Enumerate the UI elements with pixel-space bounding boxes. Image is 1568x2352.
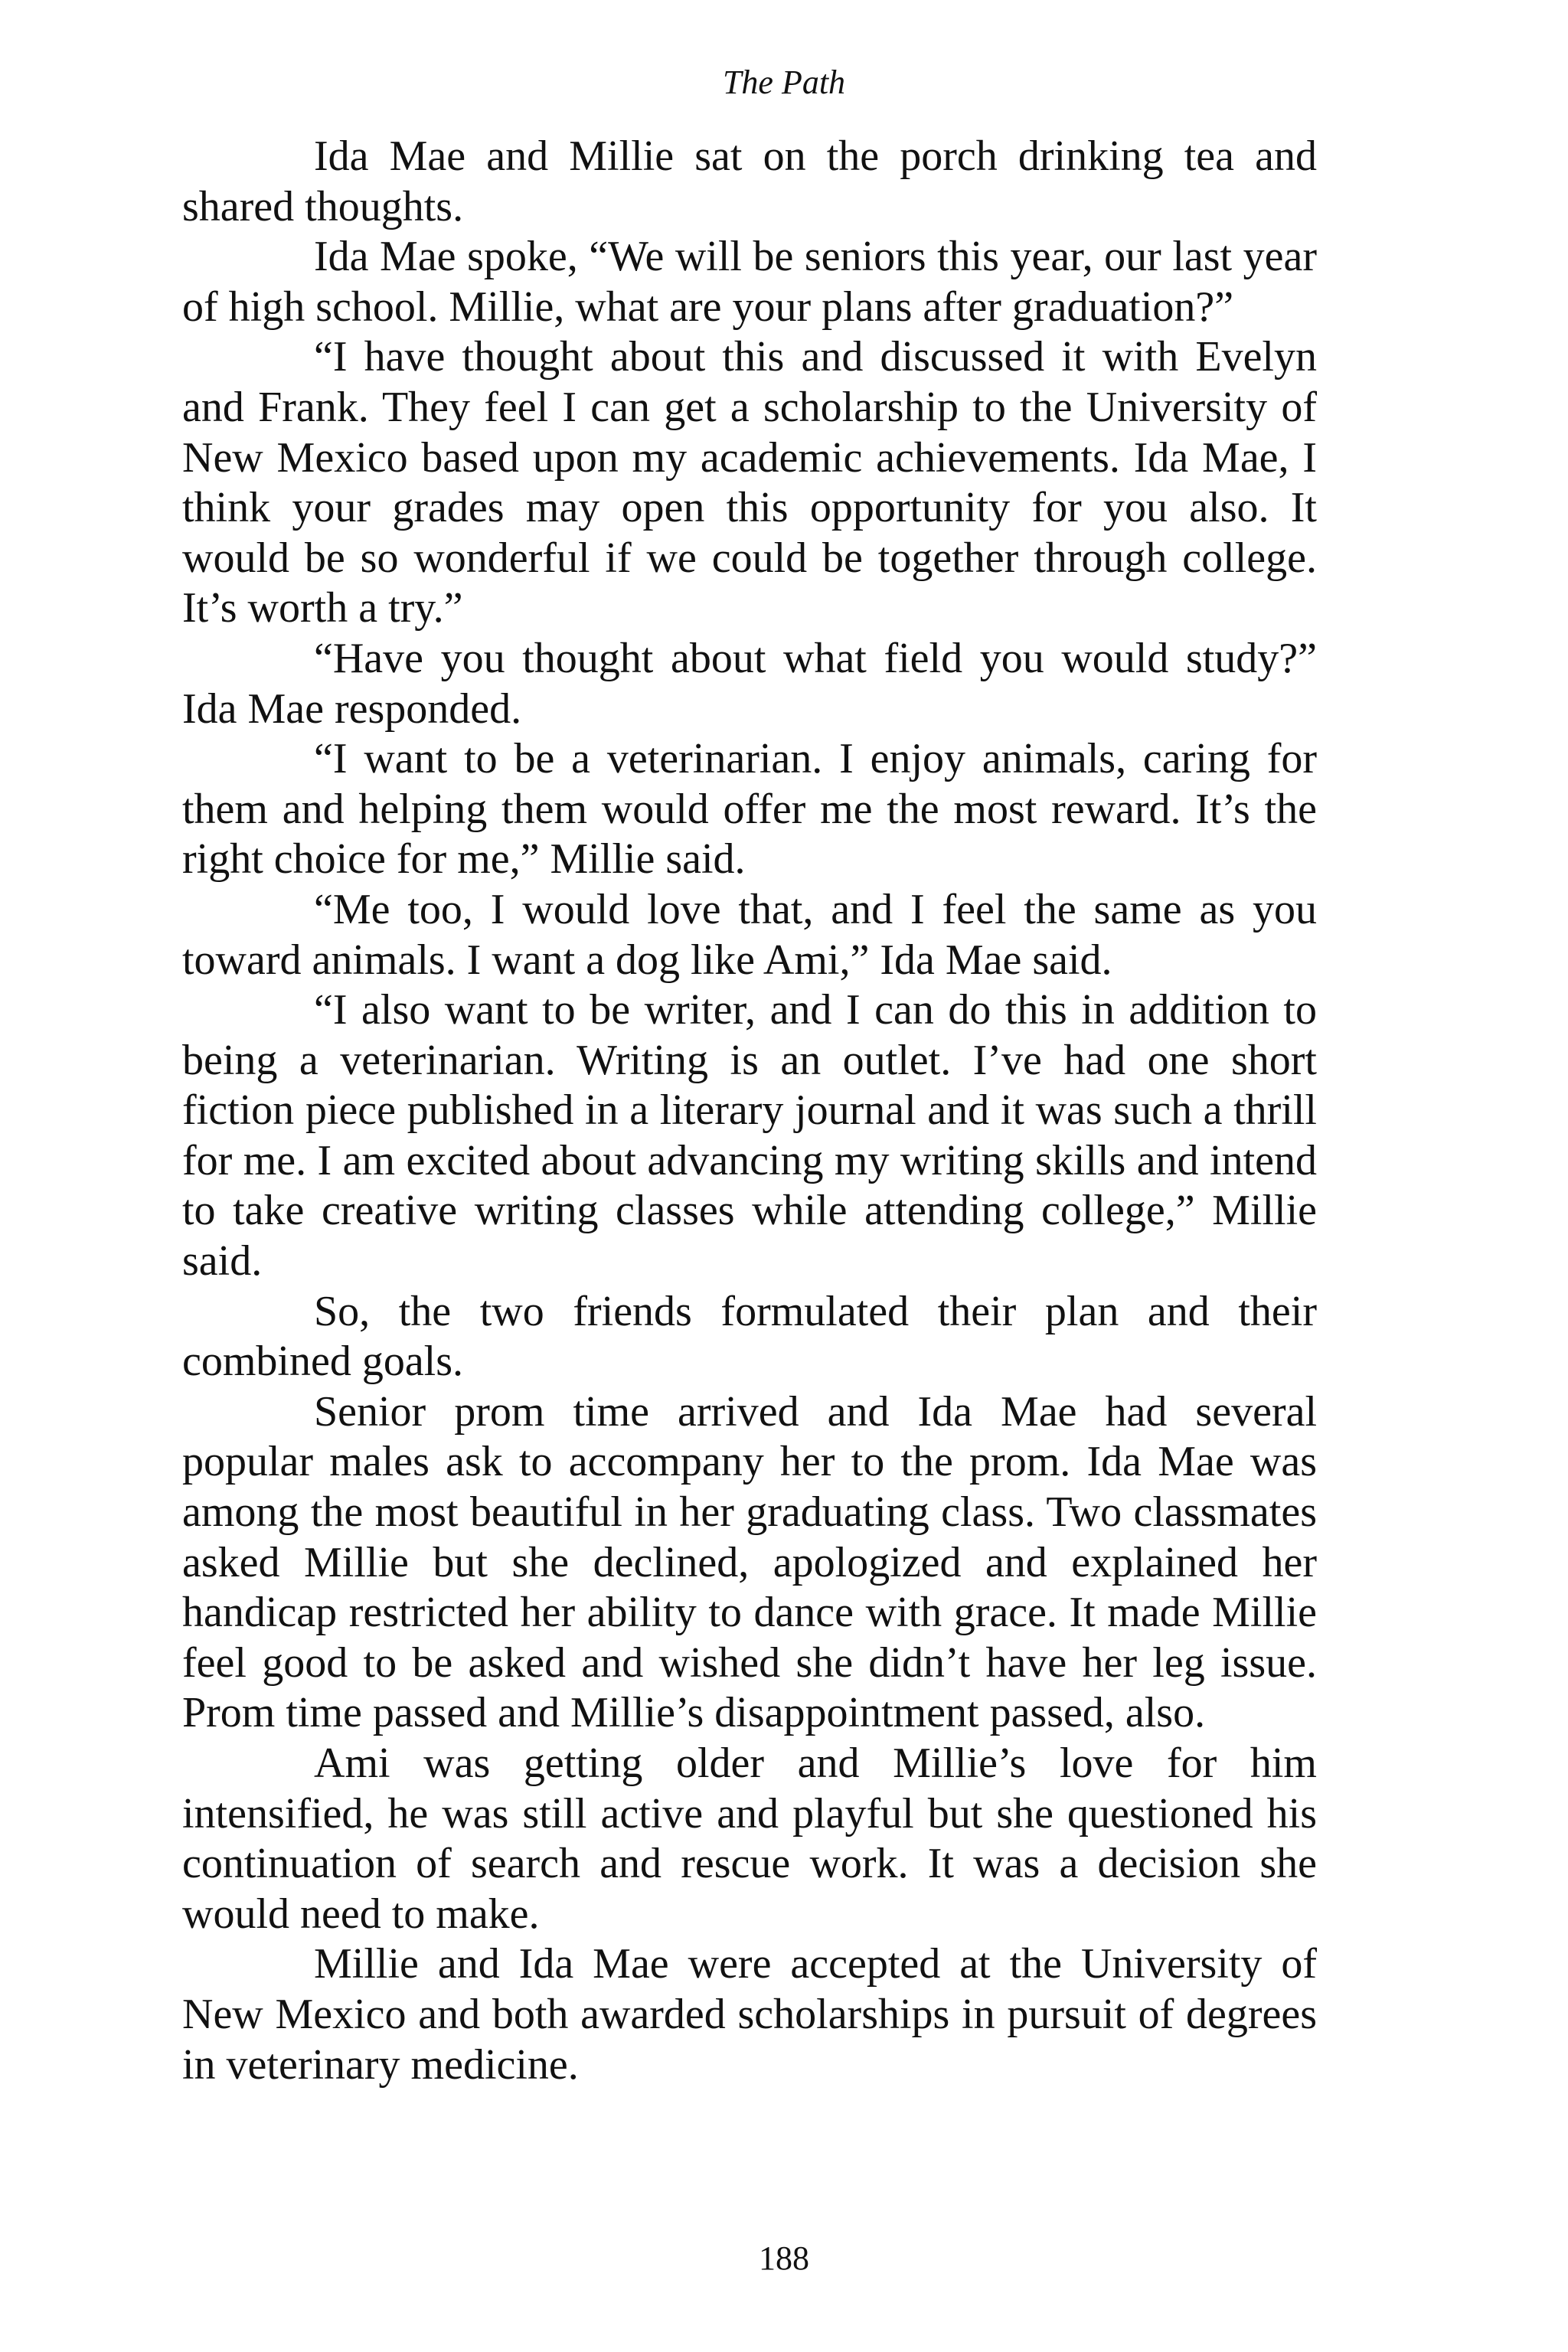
- body-text: [182, 132, 1317, 2090]
- paragraph: Ida Mae and Millie sat on the porch drinking tea and shared thoughts.: [182, 132, 1317, 230]
- paragraph: “I want to be a veterinarian. I enjoy animals, caring for them and helping them would offer me the most reward. It’s the right choice for me,” Millie said.: [182, 735, 1317, 884]
- paragraph: Senior prom time arrived and Ida Mae had several popular males ask to accompany her to the prom. Ida Mae was among the most beautiful in her graduating class. Two classmates asked Millie but she declined, apologized and explained her handicap restricted her ability to dance with grace. It made Millie feel good to be asked and wished she didn’t have her leg issue. Prom time passed and Millie’s disappointment passed, also.: [182, 1387, 1317, 1737]
- paragraph: “Me too, I would love that, and I feel the same as you toward animals. I want a dog like Ami,” Ida Mae said.: [182, 885, 1317, 984]
- paragraph: Ida Mae spoke, “We will be seniors this year, our last year of high school. Millie, what are your plans after graduation?”: [182, 233, 1317, 331]
- paragraph: “Have you thought about what field you would study?” Ida Mae responded.: [182, 634, 1317, 733]
- page-number: 188: [759, 2239, 809, 2277]
- paragraph: “I also want to be writer, and I can do this in addition to being a veterinarian. Writing is an outlet. I’ve had one short fiction piece published in a literary journal and it was such a thrill for me. I am excited about advancing my writing skills and intend to take creative writing classes while attending college,” Millie said.: [182, 986, 1317, 1285]
- running-header-title: The Path: [722, 64, 846, 101]
- paragraph: Millie and Ida Mae were accepted at the University of New Mexico and both awarded scholarships in pursuit of degrees in veterinary medicine.: [182, 1940, 1317, 2089]
- paragraph: Ami was getting older and Millie’s love for him intensified, he was still active and playful but she questioned his continuation of search and rescue work. It was a decision she would need to make.: [182, 1740, 1317, 1938]
- paragraph: “I have thought about this and discussed it with Evelyn and Frank. They feel I can get a scholarship to the University of New Mexico based upon my academic achievements. Ida Mae, I think your grades may open this opportunity for you also. It would be so wonderful if we could be together through college. It’s worth a try.”: [182, 333, 1317, 632]
- paragraph: So, the two friends formulated their plan and their combined goals.: [182, 1287, 1317, 1386]
